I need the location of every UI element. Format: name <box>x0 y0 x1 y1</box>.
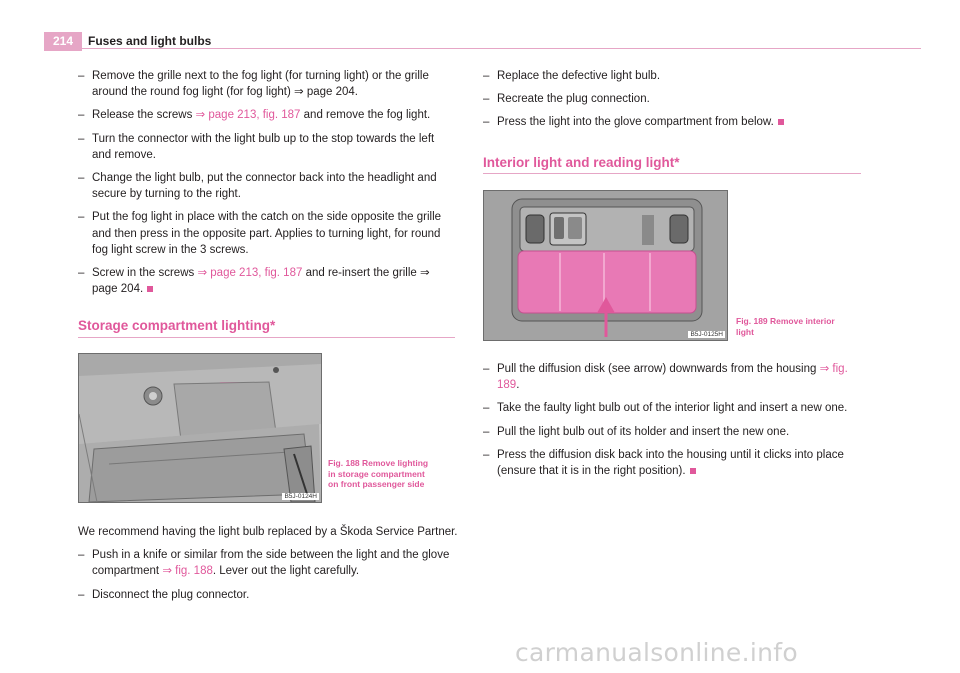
figure-link[interactable]: ⇒ fig. 189 <box>497 363 848 392</box>
step-item: – Pull the diffusion disk (see arrow) downwards from the housing ⇒ fig. 189. <box>483 363 848 392</box>
figure-188-glove-compartment <box>78 353 322 503</box>
page-link[interactable]: ⇒ page 213, fig. 187 <box>197 267 303 280</box>
page-number: 214 <box>44 32 82 51</box>
end-of-section-marker <box>778 119 784 125</box>
figure-link[interactable]: ⇒ fig. 188 <box>162 565 213 578</box>
interior-light-illustration <box>484 191 727 340</box>
glove-compartment-illustration <box>79 354 321 502</box>
figure-189-caption: Fig. 189 Remove interior light <box>736 316 835 337</box>
step-item: – Push in a knife or similar from the side between the light and the glove compartment ⇒ fig. 188. Lever out the light carefully. <box>78 549 450 578</box>
step-item: – Recreate the plug connection. <box>483 93 650 106</box>
figure-188-caption: Fig. 188 Remove lighting in storage compartment on front passenger side <box>328 458 429 489</box>
page-link[interactable]: ⇒ page 213, fig. 187 <box>195 109 301 122</box>
right-steps-top <box>483 68 863 138</box>
step-item: – Press the light into the glove compartment from below. <box>483 114 863 130</box>
step-item: – Replace the defective light bulb. <box>483 70 661 82</box>
running-header-title: Fuses and light bulbs <box>88 34 212 48</box>
right-steps-bottom <box>483 361 863 486</box>
end-of-section-marker <box>147 286 153 292</box>
recommendation-text: We recommend having the light bulb replaced by a Škoda Service Partner. <box>78 526 458 538</box>
watermark: carmanualsonline.info <box>515 638 798 667</box>
step-item: – Turn the connector with the light bulb up to the stop towards the left and remove. <box>78 132 435 161</box>
step-item: – Pull the light bulb out of its holder and insert the new one. <box>483 425 790 438</box>
step-item: – Release the screws ⇒ page 213, fig. 187 and remove the fog light. <box>78 109 431 122</box>
step-item: – Screw in the screws ⇒ page 213, fig. 187 and re-insert the grille ⇒ page 204. <box>78 267 430 296</box>
step-item: – Disconnect the plug connector. <box>78 588 250 601</box>
figure-code: B5J-0124H <box>284 493 317 500</box>
section-title-storage-lighting: Storage compartment lighting* <box>78 318 276 333</box>
left-steps-top <box>78 68 454 304</box>
step-item: – Take the faulty light bulb out of the interior light and insert a new one. <box>483 402 848 415</box>
header-rule <box>44 48 921 49</box>
step-item: – Change the light bulb, put the connector back into the headlight and secure by turning to the right. <box>78 172 437 201</box>
figure-189-interior-light <box>483 190 728 341</box>
section-rule <box>78 337 455 338</box>
step-item: – Put the fog light in place with the catch on the side opposite the grille and then press in the opposite part. Applies to turning light, for round fog light screw in the 3 screws. <box>78 211 442 256</box>
left-steps-bottom <box>78 524 458 610</box>
section-rule <box>483 173 861 174</box>
step-item: – Press the diffusion disk back into the housing until it clicks into place (ensure that it is in the right position). <box>483 448 844 478</box>
step-item: – Remove the grille next to the fog light (for turning light) or the grille around the round fog light (for fog light) ⇒ page 204. <box>78 70 429 99</box>
end-of-section-marker <box>690 468 696 474</box>
section-title-interior-light: Interior light and reading light* <box>483 155 680 170</box>
figure-code: B5J-0125H <box>690 331 723 338</box>
